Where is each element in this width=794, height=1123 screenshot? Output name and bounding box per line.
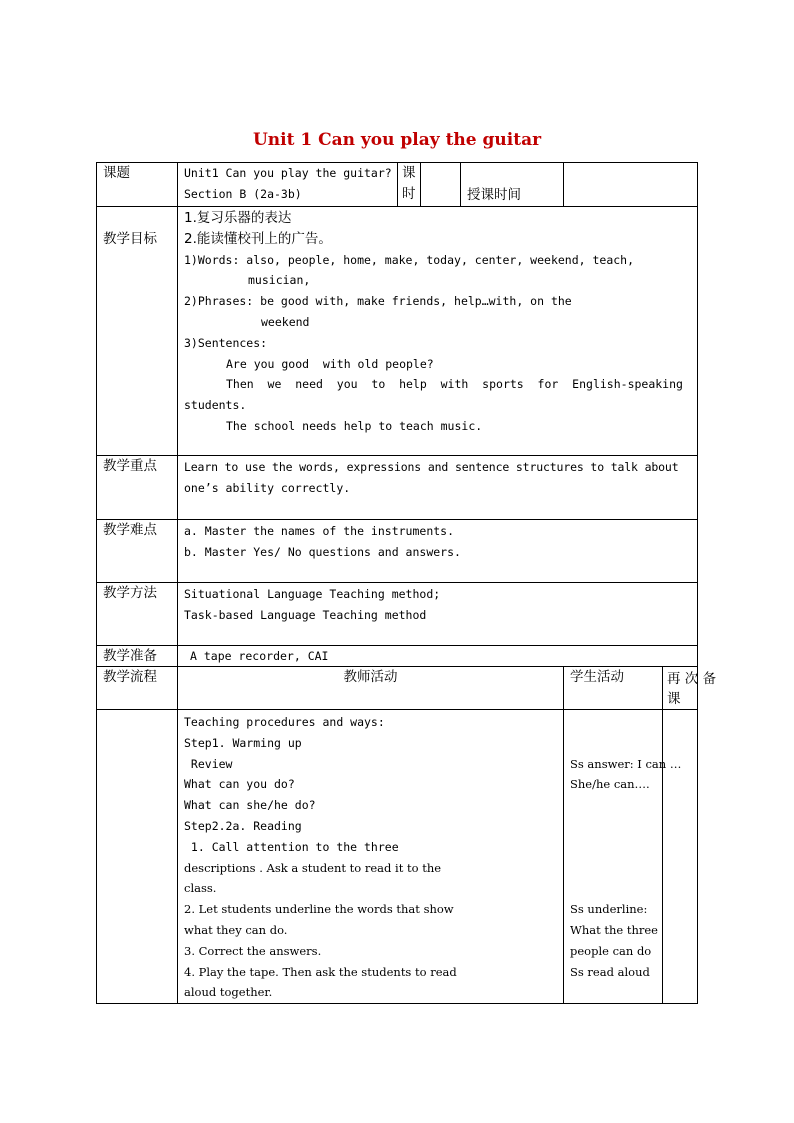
- teacher-line: Teaching procedures and ways:: [184, 715, 385, 729]
- teaching-time-value: [564, 163, 698, 207]
- objective-line: 1)Words: also, people, home, make, today, center, weekend, teach,: [184, 252, 635, 267]
- teacher-activity-header: 教师活动: [178, 667, 564, 710]
- teacher-line: class.: [184, 881, 217, 896]
- notes-cell: [663, 710, 698, 1004]
- student-line: Ss underline:: [570, 902, 648, 917]
- student-line: Ss answer: I can …: [570, 756, 682, 771]
- teacher-line: 3. Correct the answers.: [184, 943, 322, 958]
- hours-label-2: 时: [402, 185, 416, 202]
- hours-value: [421, 163, 461, 206]
- objective-line: Then we need you to help with sports for English-speaking: [226, 377, 683, 392]
- preparation-cell: A tape recorder, CAI: [178, 646, 698, 667]
- objective-line: The school needs help to teach music.: [226, 418, 483, 433]
- notes-header-2: 课: [667, 691, 681, 707]
- teacher-line: Review: [184, 756, 233, 771]
- objective-line: 3)Sentences:: [184, 335, 268, 350]
- student-line: [570, 837, 656, 858]
- student-line: What the three: [570, 922, 658, 937]
- student-line: [570, 878, 656, 899]
- methods-line-2: Task-based Language Teaching method: [184, 607, 427, 622]
- teacher-line: aloud together.: [184, 985, 273, 1000]
- key-points-label: 教学重点: [97, 456, 178, 520]
- difficulties-line-1: a. Master the names of the instruments.: [184, 524, 455, 538]
- hours-label: [398, 163, 421, 206]
- teacher-line: 1. Call attention to the three: [184, 839, 399, 854]
- process-label-empty: [97, 710, 178, 1004]
- process-body-row: [97, 710, 698, 1004]
- objective-line: 2)Phrases: be good with, make friends, help…with, on the: [184, 294, 572, 309]
- key-points-line-1: Learn to use the words, expressions and sentence structures to talk about: [184, 460, 679, 474]
- student-line: [570, 795, 656, 816]
- hours-cell: [398, 163, 461, 207]
- objectives-label: 教学目标: [97, 207, 178, 456]
- teacher-line: what they can do.: [184, 922, 288, 937]
- student-line: She/he can….: [570, 777, 650, 792]
- methods-row: [97, 583, 698, 646]
- student-line: people can do: [570, 943, 652, 958]
- teaching-time-label: 授课时间: [461, 163, 564, 207]
- objectives-row: [97, 207, 698, 456]
- key-points-row: [97, 456, 698, 520]
- teacher-line: Step1. Warming up: [184, 735, 302, 750]
- topic-line-1: Unit1 Can you play the guitar?: [184, 166, 392, 180]
- page-title: Unit 1 Can you play the guitar: [252, 130, 542, 150]
- objective-line: 1.复习乐器的表达: [184, 210, 292, 226]
- objective-line: 2.能读懂校刊上的广告。: [184, 230, 332, 247]
- student-line: [570, 816, 656, 837]
- student-line: [570, 858, 656, 879]
- teacher-line: 4. Play the tape. Then ask the students to read: [184, 964, 457, 979]
- notes-header-1: 再 次 备: [667, 671, 717, 687]
- preparation-label: 教学准备: [97, 646, 178, 667]
- lesson-plan-table: [96, 162, 717, 1004]
- key-points-cell: [178, 456, 698, 520]
- methods-cell: [178, 583, 698, 646]
- notes-header: [663, 667, 717, 710]
- objective-line: weekend: [261, 314, 310, 329]
- teacher-activity-cell: [178, 710, 564, 1004]
- topic-row: [97, 163, 698, 207]
- topic-line-2: Section B (2a-3b): [184, 186, 302, 201]
- difficulties-row: [97, 520, 698, 583]
- objective-line: students.: [184, 398, 247, 413]
- student-line: [570, 733, 656, 754]
- teacher-line: What can she/he do?: [184, 798, 316, 813]
- objective-line: Are you good with old people?: [226, 356, 434, 371]
- teacher-line: Step2.2a. Reading: [184, 818, 302, 833]
- difficulties-line-2: b. Master Yes/ No questions and answers.: [184, 544, 461, 559]
- teacher-line: What can you do?: [184, 777, 295, 792]
- objectives-cell: [178, 207, 698, 456]
- methods-label: 教学方法: [97, 583, 178, 646]
- student-line: [570, 712, 656, 733]
- student-activity-header: 学生活动: [564, 667, 663, 710]
- key-points-line-2: one’s ability correctly.: [184, 480, 351, 495]
- objective-line: musician,: [248, 273, 311, 288]
- process-header-row: [97, 667, 698, 710]
- methods-line-1: Situational Language Teaching method;: [184, 587, 441, 601]
- teacher-line: 2. Let students underline the words that show: [184, 902, 454, 917]
- topic-cell: [178, 163, 398, 207]
- process-label: 教学流程: [97, 667, 178, 710]
- difficulties-cell: [178, 520, 698, 583]
- topic-label: 课题: [97, 163, 178, 207]
- preparation-row: [97, 646, 698, 667]
- teacher-line: descriptions . Ask a student to read it to the: [184, 860, 442, 875]
- hours-label-1: 课: [402, 165, 416, 181]
- student-activity-cell: [564, 710, 682, 1004]
- student-line: Ss read aloud: [570, 964, 650, 979]
- difficulties-label: 教学难点: [97, 520, 178, 583]
